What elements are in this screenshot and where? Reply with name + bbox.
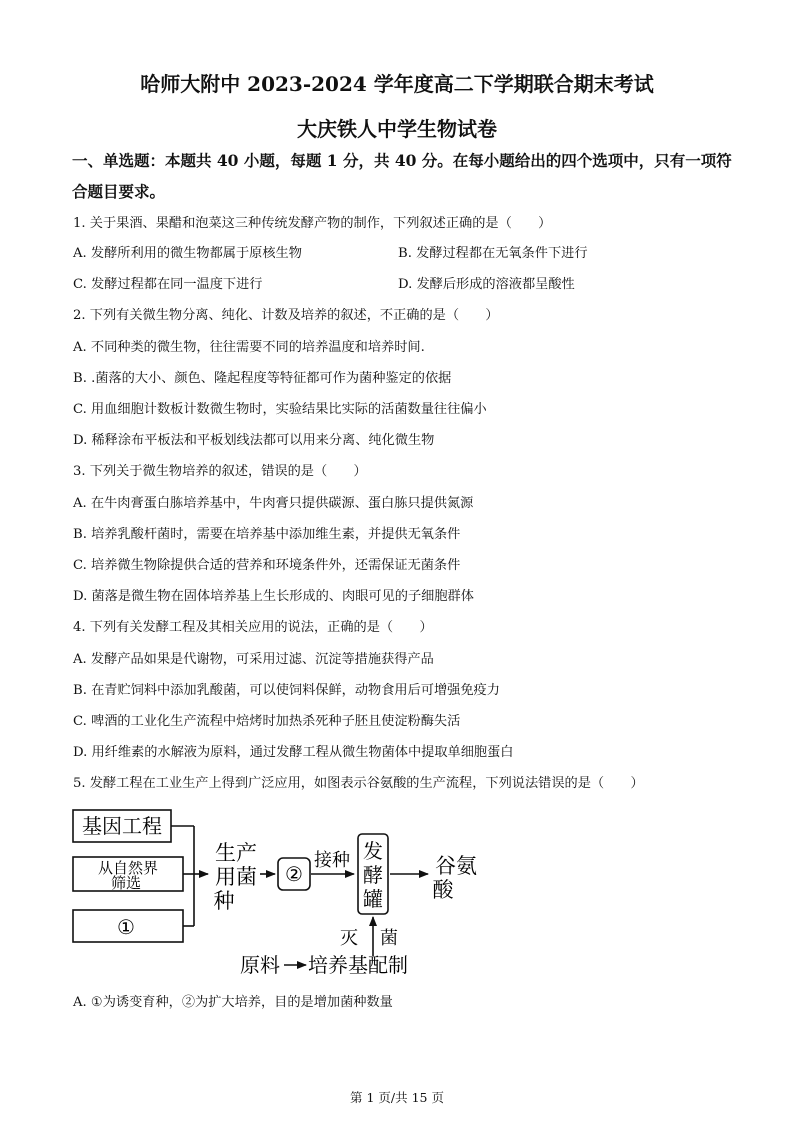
question-4-stem: 4. 下列有关发酵工程及其相关应用的说法，正确的是（ ）	[73, 620, 433, 635]
question-5-stem: 5. 发酵工程在工业生产上得到广泛应用，如图表示谷氨酸的生产流程，下列说法错误的是（ ）	[73, 776, 644, 791]
question-4-option-b: B. 在青贮饲料中添加乳酸菌，可以使饲料保鲜，动物食用后可增强免疫力	[73, 683, 500, 698]
genetic-engineering-label: 基因工程	[82, 814, 162, 838]
fermenter-label-line2: 酵	[363, 863, 383, 887]
question-2-option-a: A. 不同种类的微生物，往往需要不同的培养温度和培养时间.	[73, 340, 425, 355]
question-1-option-c: C. 发酵过程都在同一温度下进行	[73, 277, 263, 292]
raw-material-label: 原料	[240, 953, 280, 977]
question-2-stem: 2. 下列有关微生物分离、纯化、计数及培养的叙述，不正确的是（ ）	[73, 308, 499, 323]
page-number: 第 1 页/共 15 页	[350, 1090, 444, 1105]
question-4-option-c: C. 啤酒的工业化生产流程中焙烤时加热杀死种子胚且使淀粉酶失活	[73, 714, 461, 729]
question-3-option-a: A. 在牛肉膏蛋白胨培养基中，牛肉膏只提供碳源、蛋白胨只提供氮源	[73, 496, 474, 511]
question-1-option-b: B. 发酵过程都在无氧条件下进行	[398, 246, 588, 261]
sterilize-label-line2: 菌	[380, 928, 398, 949]
question-3-option-d: D. 菌落是微生物在固体培养基上生长形成的、肉眼可见的子细胞群体	[73, 589, 474, 604]
unknown-method-1-label: ①	[117, 915, 135, 939]
inoculate-label: 接种	[314, 850, 350, 871]
question-1-option-a: A. 发酵所利用的微生物都属于原核生物	[73, 246, 302, 261]
natural-screening-label-line1: 从自然界	[97, 859, 159, 877]
glutamate-production-flow-diagram	[68, 804, 508, 984]
question-2-option-d: D. 稀释涂布平板法和平板划线法都可以用来分离、纯化微生物	[73, 433, 435, 448]
question-2-option-b: B. .菌落的大小、颜色、隆起程度等特征都可作为菌种鉴定的依据	[73, 371, 452, 386]
question-3-option-b: B. 培养乳酸杆菌时，需要在培养基中添加维生素，并提供无氧条件	[73, 527, 461, 542]
exam-subtitle: 大庆铁人中学生物试卷	[297, 117, 497, 141]
production-strain-label-line2: 用菌	[215, 865, 257, 889]
question-4-option-d: D. 用纤维素的水解液为原料，通过发酵工程从微生物菌体中提取单细胞蛋白	[73, 745, 514, 760]
section-heading: 一、单选题：本题共 40 小题，每题 1 分，共 40 分。在每小题给出的四个选项中，只有一项符合题目要求。	[72, 151, 732, 201]
question-5-option-a: A. ①为诱变育种，②为扩大培养，目的是增加菌种数量	[73, 995, 393, 1010]
question-3-option-c: C. 培养微生物除提供合适的营养和环境条件外，还需保证无菌条件	[73, 558, 461, 573]
production-strain-label-line1: 生产	[215, 841, 257, 865]
fermenter-label-line1: 发	[363, 839, 383, 863]
medium-prep-label: 培养基配制	[308, 953, 408, 977]
production-strain-label-line3: 种	[213, 889, 235, 913]
fermenter-label-line3: 罐	[363, 887, 383, 911]
question-2-option-c: C. 用血细胞计数板计数微生物时，实验结果比实际的活菌数量往往偏小	[73, 402, 487, 417]
product-label-line1: 谷氨	[435, 854, 477, 878]
question-4-option-a: A. 发酵产品如果是代谢物，可采用过滤、沉淀等措施获得产品	[73, 652, 434, 667]
question-1-option-d: D. 发酵后形成的溶液都呈酸性	[398, 277, 575, 292]
question-3-stem: 3. 下列关于微生物培养的叙述，错误的是（ ）	[73, 464, 367, 479]
question-1-stem: 1. 关于果酒、果醋和泡菜这三种传统发酵产物的制作，下列叙述正确的是（ ）	[73, 216, 552, 231]
natural-screening-label-line2: 筛选	[110, 874, 142, 892]
product-label-line2: 酸	[432, 878, 454, 902]
exam-title: 哈师大附中 2023-2024 学年度高二下学期联合期末考试	[140, 72, 654, 96]
unknown-step-2-label: ②	[285, 862, 303, 886]
sterilize-label-line1: 灭	[340, 928, 358, 949]
